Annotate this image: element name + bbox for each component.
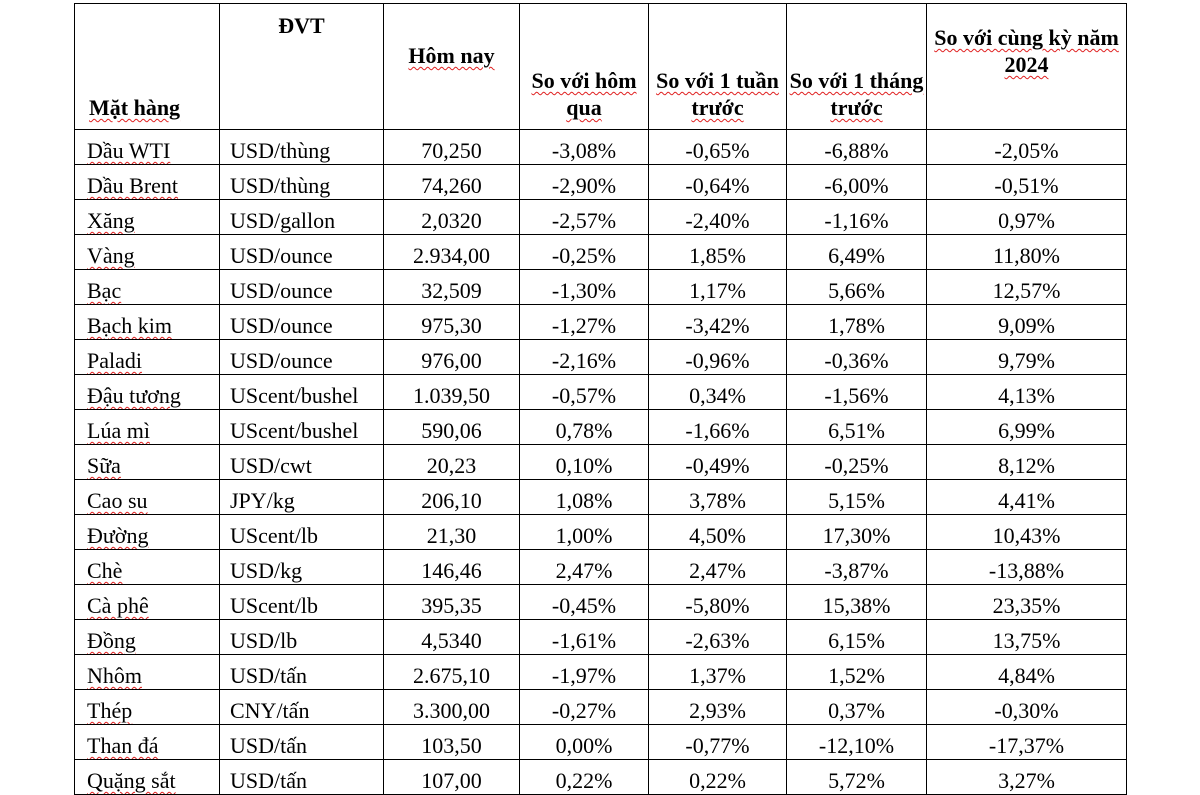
cell-vs-yesterday: 2,47% [520,550,649,585]
cell-unit: USD/kg [220,550,384,585]
table-row [75,130,1127,165]
header-unit: ĐVT [220,4,384,130]
cell-vs-week: 0,22% [649,760,787,795]
cell-vs-week: -0,96% [649,340,787,375]
cell-vs-month: 6,15% [787,620,927,655]
cell-today: 20,23 [384,445,520,480]
header-today: Hôm nay [384,4,520,130]
cell-unit: UScent/lb [220,585,384,620]
cell-vs-month: -12,10% [787,725,927,760]
cell-unit: USD/thùng [220,165,384,200]
commodity-price-table [74,3,1127,795]
cell-vs-month: 15,38% [787,585,927,620]
cell-vs-week: -0,77% [649,725,787,760]
cell-vs-month: 17,30% [787,515,927,550]
cell-vs-yesterday: -0,27% [520,690,649,725]
cell-today: 395,35 [384,585,520,620]
cell-vs-month: -6,88% [787,130,927,165]
cell-commodity: Thép [75,690,220,725]
cell-vs-month: -1,56% [787,375,927,410]
cell-today: 590,06 [384,410,520,445]
cell-commodity: Đồng [75,620,220,655]
cell-commodity: Đậu tương [75,375,220,410]
cell-vs-year: 10,43% [927,515,1127,550]
header-vs-yesterday: So với hôm qua [520,4,649,130]
cell-vs-week: -0,64% [649,165,787,200]
cell-vs-week: 1,17% [649,270,787,305]
cell-vs-week: 2,93% [649,690,787,725]
cell-vs-year: -13,88% [927,550,1127,585]
cell-vs-yesterday: 0,10% [520,445,649,480]
cell-unit: UScent/lb [220,515,384,550]
cell-vs-year: 0,97% [927,200,1127,235]
cell-vs-week: -0,65% [649,130,787,165]
cell-vs-month: -0,25% [787,445,927,480]
cell-vs-week: -3,42% [649,305,787,340]
cell-vs-yesterday: -0,57% [520,375,649,410]
cell-commodity: Chè [75,550,220,585]
cell-vs-yesterday: -2,90% [520,165,649,200]
cell-commodity: Dầu Brent [75,165,220,200]
cell-vs-yesterday: -1,27% [520,305,649,340]
header-vs-week: So với 1 tuần trước [649,4,787,130]
cell-today: 976,00 [384,340,520,375]
cell-vs-month: 5,72% [787,760,927,795]
table-row [75,585,1127,620]
cell-vs-yesterday: -2,57% [520,200,649,235]
cell-vs-yesterday: -2,16% [520,340,649,375]
cell-today: 4,5340 [384,620,520,655]
cell-vs-month: -6,00% [787,165,927,200]
cell-commodity: Than đá [75,725,220,760]
cell-today: 103,50 [384,725,520,760]
cell-unit: JPY/kg [220,480,384,515]
cell-vs-year: -17,37% [927,725,1127,760]
cell-commodity: Lúa mì [75,410,220,445]
cell-vs-week: -0,49% [649,445,787,480]
cell-commodity: Vàng [75,235,220,270]
cell-today: 1.039,50 [384,375,520,410]
cell-commodity: Cà phê [75,585,220,620]
table-row [75,480,1127,515]
cell-vs-year: 3,27% [927,760,1127,795]
cell-vs-month: 1,78% [787,305,927,340]
cell-vs-week: -1,66% [649,410,787,445]
cell-today: 107,00 [384,760,520,795]
cell-vs-year: 4,13% [927,375,1127,410]
cell-unit: USD/ounce [220,305,384,340]
cell-commodity: Nhôm [75,655,220,690]
cell-vs-yesterday: 1,08% [520,480,649,515]
cell-unit: CNY/tấn [220,690,384,725]
table-row [75,690,1127,725]
cell-vs-year: 6,99% [927,410,1127,445]
cell-vs-year: 13,75% [927,620,1127,655]
cell-vs-month: 6,49% [787,235,927,270]
cell-vs-month: 5,66% [787,270,927,305]
cell-vs-week: 1,37% [649,655,787,690]
cell-unit: USD/ounce [220,340,384,375]
table-row [75,725,1127,760]
header-vs-year: So với cùng kỳ năm 2024 [927,4,1127,130]
cell-vs-yesterday: 0,22% [520,760,649,795]
cell-unit: UScent/bushel [220,375,384,410]
cell-vs-year: 11,80% [927,235,1127,270]
table-row [75,655,1127,690]
cell-unit: USD/gallon [220,200,384,235]
table-row [75,340,1127,375]
cell-commodity: Sữa [75,445,220,480]
cell-commodity: Quặng sắt [75,760,220,795]
cell-vs-yesterday: 1,00% [520,515,649,550]
cell-vs-week: -2,40% [649,200,787,235]
table-row [75,305,1127,340]
cell-commodity: Đường [75,515,220,550]
cell-commodity: Bạch kim [75,305,220,340]
cell-vs-year: 12,57% [927,270,1127,305]
cell-commodity: Cao su [75,480,220,515]
cell-vs-year: 9,09% [927,305,1127,340]
cell-vs-year: -0,51% [927,165,1127,200]
cell-unit: USD/cwt [220,445,384,480]
cell-vs-year: 9,79% [927,340,1127,375]
table-row [75,445,1127,480]
cell-commodity: Xăng [75,200,220,235]
cell-unit: USD/tấn [220,760,384,795]
cell-commodity: Paladi [75,340,220,375]
cell-today: 3.300,00 [384,690,520,725]
table-row [75,620,1127,655]
cell-unit: USD/tấn [220,725,384,760]
cell-vs-yesterday: -0,45% [520,585,649,620]
cell-today: 2,0320 [384,200,520,235]
cell-vs-yesterday: -1,30% [520,270,649,305]
cell-vs-week: 1,85% [649,235,787,270]
cell-vs-yesterday: 0,00% [520,725,649,760]
cell-today: 2.675,10 [384,655,520,690]
cell-vs-year: 23,35% [927,585,1127,620]
header-vs-month: So với 1 tháng trước [787,4,927,130]
cell-vs-yesterday: 0,78% [520,410,649,445]
cell-today: 146,46 [384,550,520,585]
cell-commodity: Bạc [75,270,220,305]
table-row [75,515,1127,550]
cell-vs-week: -5,80% [649,585,787,620]
cell-today: 74,260 [384,165,520,200]
cell-vs-month: 6,51% [787,410,927,445]
cell-today: 2.934,00 [384,235,520,270]
cell-vs-yesterday: -1,61% [520,620,649,655]
table-row [75,410,1127,445]
table-row [75,165,1127,200]
cell-unit: USD/thùng [220,130,384,165]
cell-vs-week: -2,63% [649,620,787,655]
cell-vs-month: 1,52% [787,655,927,690]
cell-vs-year: 4,41% [927,480,1127,515]
cell-vs-month: 0,37% [787,690,927,725]
cell-vs-week: 3,78% [649,480,787,515]
table-row [75,375,1127,410]
cell-unit: USD/ounce [220,270,384,305]
cell-vs-yesterday: -0,25% [520,235,649,270]
cell-unit: USD/ounce [220,235,384,270]
cell-vs-year: 8,12% [927,445,1127,480]
table-row [75,270,1127,305]
cell-today: 32,509 [384,270,520,305]
cell-today: 70,250 [384,130,520,165]
table-body [75,130,1127,795]
cell-commodity: Dầu WTI [75,130,220,165]
cell-vs-week: 4,50% [649,515,787,550]
cell-vs-year: 4,84% [927,655,1127,690]
cell-vs-month: -0,36% [787,340,927,375]
cell-vs-month: -1,16% [787,200,927,235]
cell-vs-month: 5,15% [787,480,927,515]
cell-vs-yesterday: -1,97% [520,655,649,690]
table-row [75,760,1127,795]
cell-unit: USD/tấn [220,655,384,690]
table-row [75,550,1127,585]
header-commodity: Mặt hàng [75,4,220,130]
cell-vs-week: 2,47% [649,550,787,585]
cell-unit: UScent/bushel [220,410,384,445]
cell-vs-year: -2,05% [927,130,1127,165]
cell-vs-week: 0,34% [649,375,787,410]
cell-vs-year: -0,30% [927,690,1127,725]
cell-today: 21,30 [384,515,520,550]
table-header-row [75,4,1127,130]
cell-vs-yesterday: -3,08% [520,130,649,165]
table-row [75,200,1127,235]
cell-today: 975,30 [384,305,520,340]
cell-today: 206,10 [384,480,520,515]
cell-unit: USD/lb [220,620,384,655]
table-row [75,235,1127,270]
cell-vs-month: -3,87% [787,550,927,585]
